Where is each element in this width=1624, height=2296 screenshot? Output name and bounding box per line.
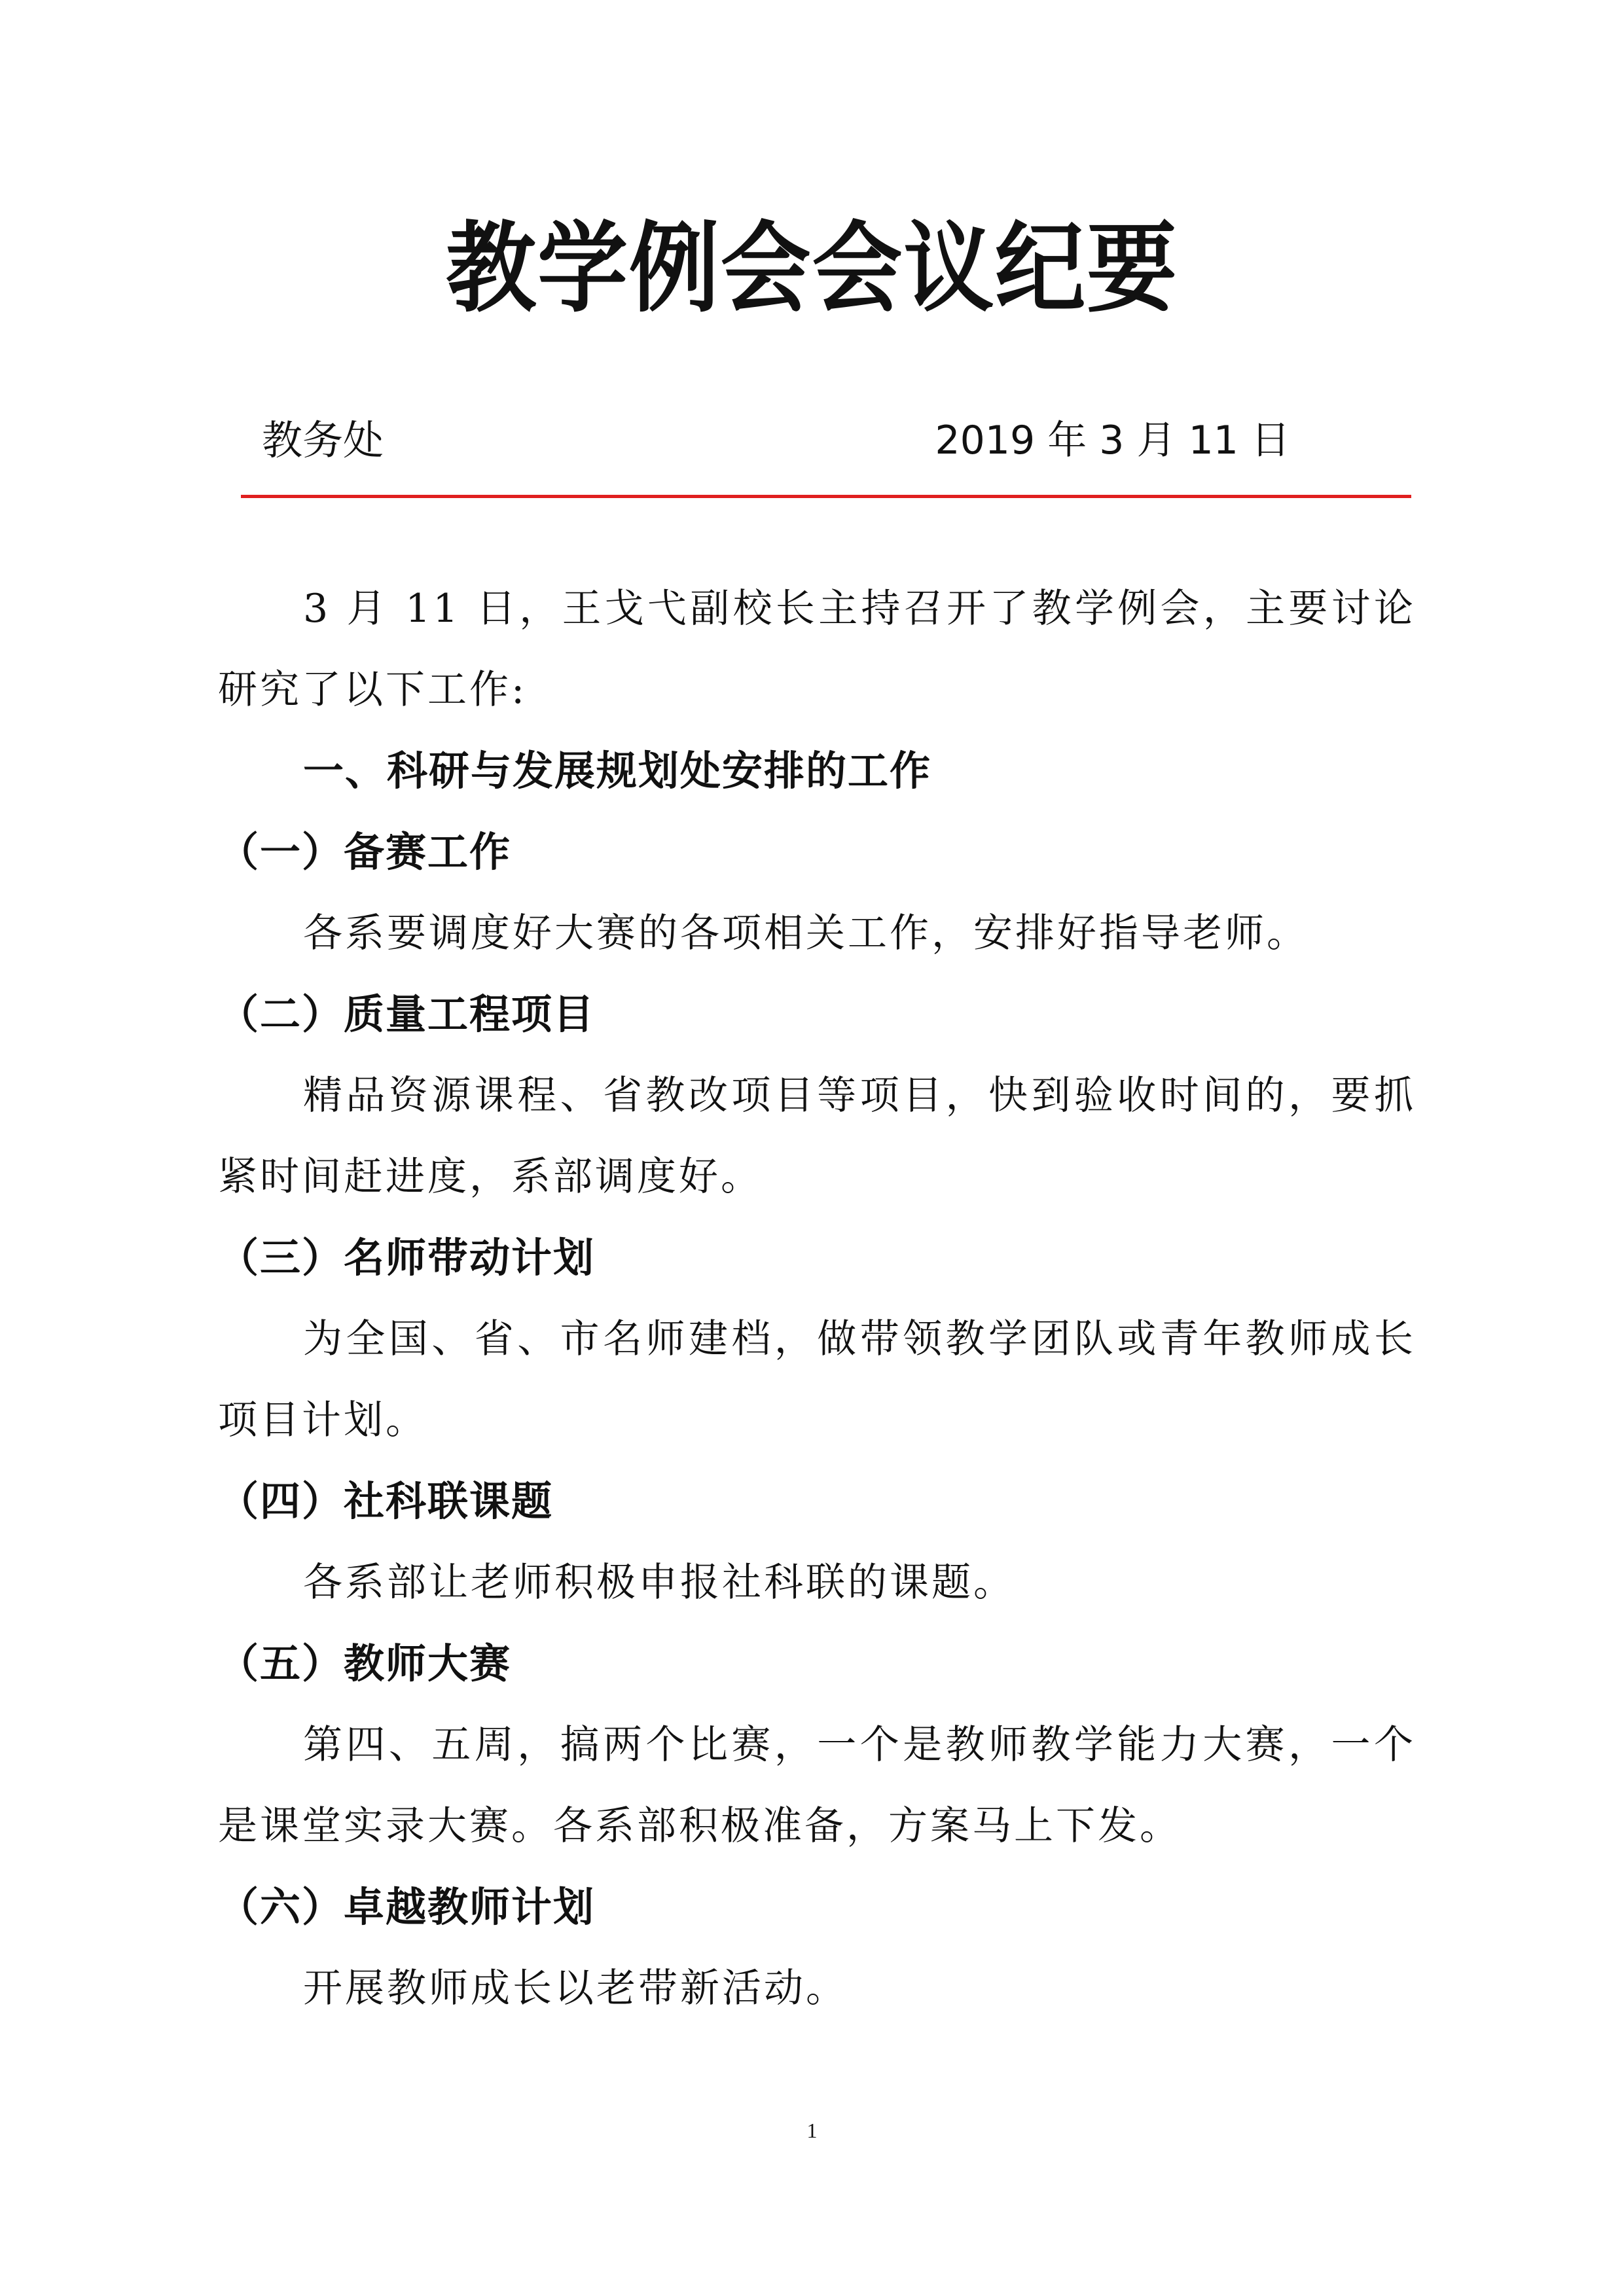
red-divider-line	[241, 495, 1411, 498]
item-text: 开展教师成长以老带新活动。	[303, 1965, 848, 2011]
item-text: 各系部让老师积极申报社科联的课题。	[303, 1560, 1015, 1605]
item-text: 为全国、省、市名师建档，做带领教学团队或青年教师成长项目计划。	[218, 1316, 1416, 1443]
item-heading: （二）质量工程项目	[218, 990, 596, 1038]
item-heading: （一）备赛工作	[218, 828, 512, 876]
item-heading: （五）教师大赛	[218, 1640, 512, 1687]
page-number: 1	[806, 2119, 818, 2142]
document-body	[218, 568, 1416, 2029]
issuer-department: 教务处	[262, 416, 384, 464]
item-heading: （四）社科联课题	[218, 1477, 554, 1525]
item-heading: （六）卓越教师计划	[218, 1883, 596, 1931]
document-title: 教学例会会议纪要	[446, 211, 1178, 326]
item-text: 精品资源课程、省教改项目等项目，快到验收时间的，要抓紧时间赶进度，系部调度好。	[218, 1073, 1416, 1200]
item-heading: （三）名师带动计划	[218, 1234, 596, 1282]
section-heading: 一、科研与发展规划处安排的工作	[303, 747, 932, 795]
document-date: 2019 年 3 月 11 日	[935, 418, 1290, 463]
item-text: 各系要调度好大赛的各项相关工作，安排好指导老师。	[303, 910, 1308, 956]
item-text: 第四、五周，搞两个比赛，一个是教师教学能力大赛，一个是课堂实录大赛。各系部积极准备，方案马上下发。	[218, 1722, 1416, 1849]
intro-paragraph: 3 月 11 日，王戈弋副校长主持召开了教学例会，主要讨论研究了以下工作:	[218, 586, 1416, 713]
